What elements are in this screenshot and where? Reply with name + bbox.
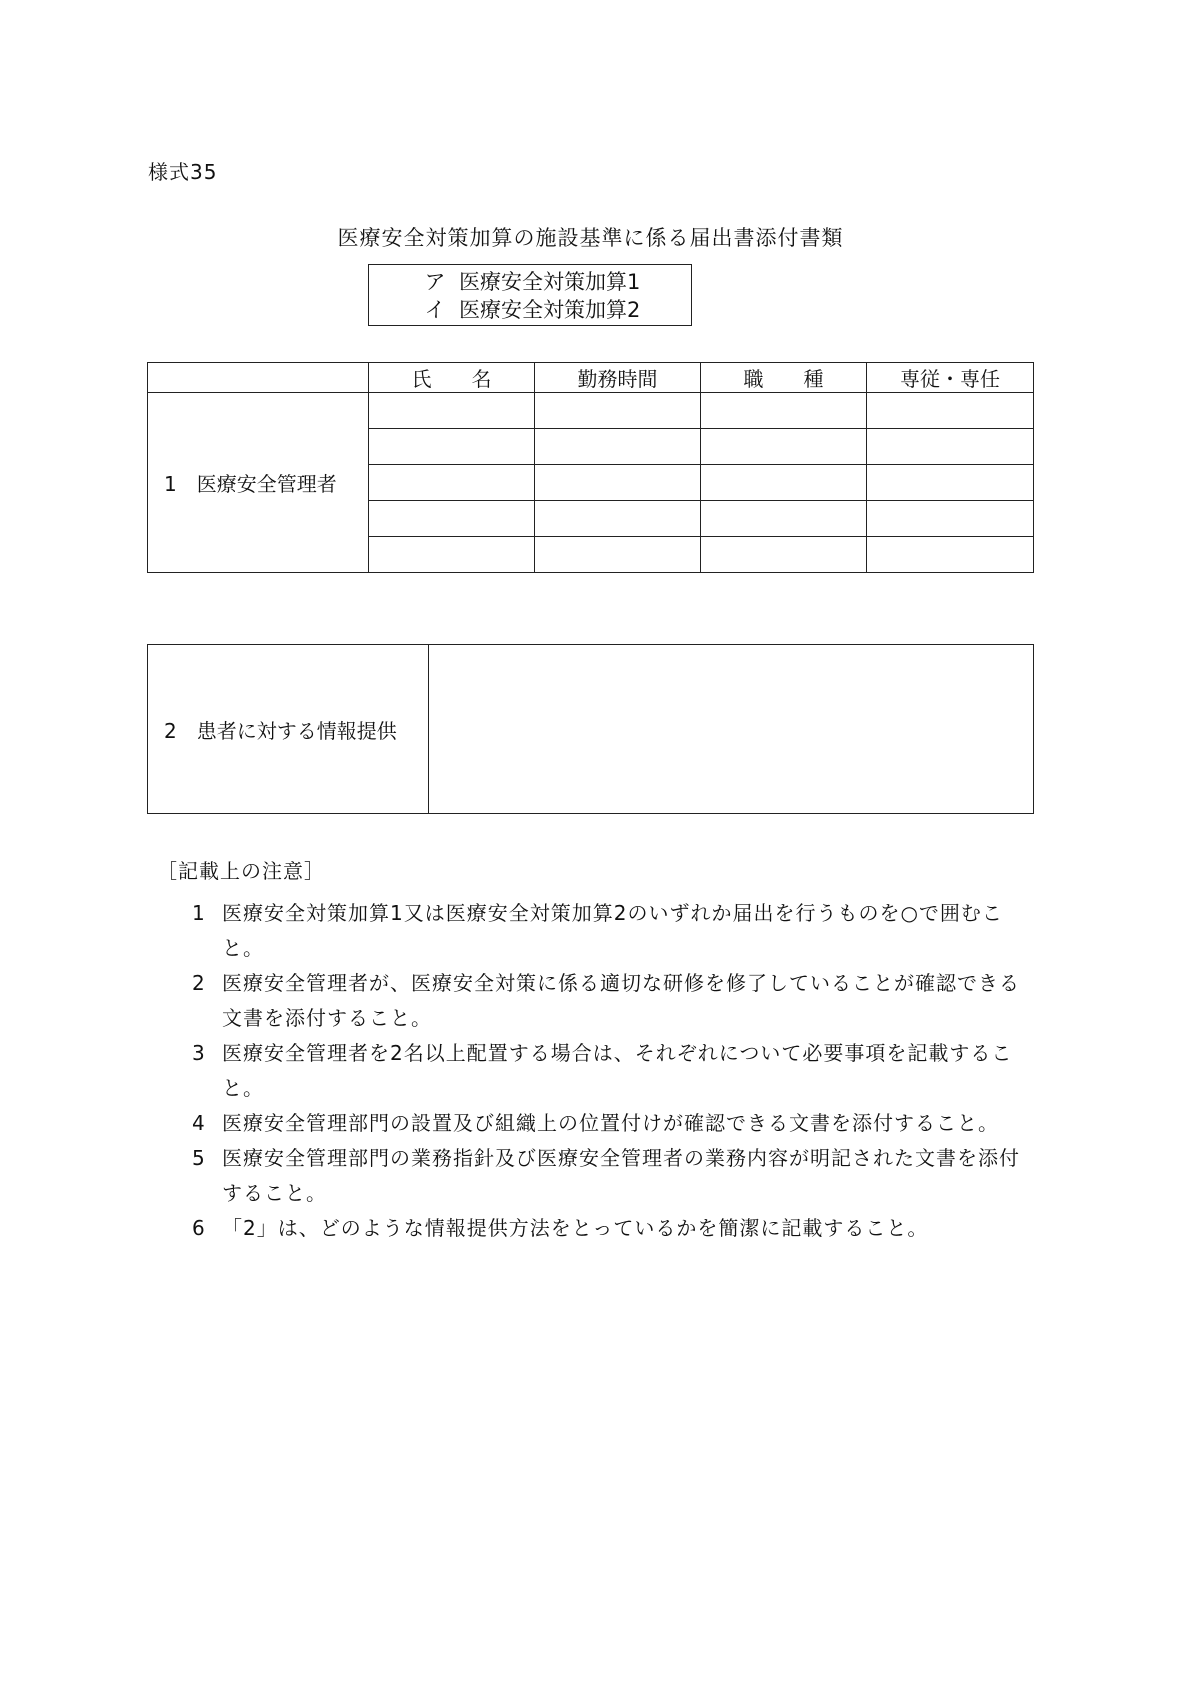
- input-cell-assignment[interactable]: [867, 393, 1034, 429]
- option-item-a[interactable]: [369, 268, 691, 296]
- input-cell-job-type[interactable]: [701, 501, 867, 537]
- input-cell-assignment[interactable]: [867, 537, 1034, 573]
- input-cell-name[interactable]: [369, 429, 535, 465]
- input-cell-hours[interactable]: [535, 465, 701, 501]
- note-item: [192, 1106, 1037, 1141]
- note-number: 6: [192, 1216, 205, 1240]
- option-mark: ア: [424, 270, 446, 294]
- patient-info-table: [147, 644, 1034, 814]
- input-cell-assignment[interactable]: [867, 465, 1034, 501]
- note-item: [192, 896, 1037, 966]
- option-mark: イ: [424, 298, 446, 322]
- note-number: 1: [192, 901, 205, 925]
- input-cell-hours[interactable]: [535, 537, 701, 573]
- note-item: [192, 1141, 1037, 1211]
- input-cell-name[interactable]: [369, 393, 535, 429]
- note-text: 「2」は、どのような情報提供方法をとっているかを簡潔に記載すること。: [222, 1216, 929, 1240]
- header-cell-job-type: 職 種: [701, 363, 867, 393]
- header-cell-assignment: 専従・専任: [867, 363, 1034, 393]
- note-number: 2: [192, 971, 205, 995]
- input-cell-patient-info[interactable]: [429, 645, 1034, 814]
- row-label-safety-manager: 1 医療安全管理者: [148, 393, 369, 573]
- form-number: 様式35: [148, 160, 218, 184]
- input-cell-hours[interactable]: [535, 393, 701, 429]
- input-cell-hours[interactable]: [535, 429, 701, 465]
- input-cell-name[interactable]: [369, 537, 535, 573]
- table-header-row: [148, 363, 1034, 393]
- notes-section: [157, 855, 1037, 1246]
- input-cell-name[interactable]: [369, 465, 535, 501]
- note-number: 5: [192, 1146, 205, 1170]
- notes-heading: ［記載上の注意］: [157, 859, 325, 883]
- option-item-i[interactable]: [369, 296, 691, 324]
- note-text: 医療安全管理者が、医療安全対策に係る適切な研修を修了していることが確認できる文書を添付すること。: [222, 971, 1020, 1030]
- note-text: 医療安全対策加算1又は医療安全対策加算2のいずれか届出を行うものを○で囲むこと。: [222, 901, 1003, 960]
- note-item: [192, 1211, 1037, 1246]
- input-cell-assignment[interactable]: [867, 429, 1034, 465]
- note-number: 3: [192, 1041, 205, 1065]
- header-cell-blank: [148, 363, 369, 393]
- note-number: 4: [192, 1111, 205, 1135]
- row-label-patient-info: 2 患者に対する情報提供: [148, 645, 429, 814]
- option-label: 医療安全対策加算1: [459, 270, 641, 294]
- note-text: 医療安全管理者を2名以上配置する場合は、それぞれについて必要事項を記載すること。: [222, 1041, 1013, 1100]
- option-box: [368, 264, 692, 326]
- header-cell-name: 氏 名: [369, 363, 535, 393]
- table-row: [148, 645, 1034, 814]
- document-title: 医療安全対策加算の施設基準に係る届出書添付書類: [337, 226, 844, 250]
- note-item: [192, 966, 1037, 1036]
- option-label: 医療安全対策加算2: [459, 298, 641, 322]
- input-cell-job-type[interactable]: [701, 465, 867, 501]
- table-row: [148, 393, 1034, 429]
- input-cell-job-type[interactable]: [701, 429, 867, 465]
- input-cell-job-type[interactable]: [701, 537, 867, 573]
- input-cell-job-type[interactable]: [701, 393, 867, 429]
- note-item: [192, 1036, 1037, 1106]
- note-text: 医療安全管理部門の業務指針及び医療安全管理者の業務内容が明記された文書を添付すること。: [222, 1146, 1020, 1205]
- header-cell-hours: 勤務時間: [535, 363, 701, 393]
- note-text: 医療安全管理部門の設置及び組織上の位置付けが確認できる文書を添付すること。: [222, 1111, 999, 1135]
- safety-manager-table: [147, 362, 1034, 573]
- input-cell-name[interactable]: [369, 501, 535, 537]
- input-cell-hours[interactable]: [535, 501, 701, 537]
- input-cell-assignment[interactable]: [867, 501, 1034, 537]
